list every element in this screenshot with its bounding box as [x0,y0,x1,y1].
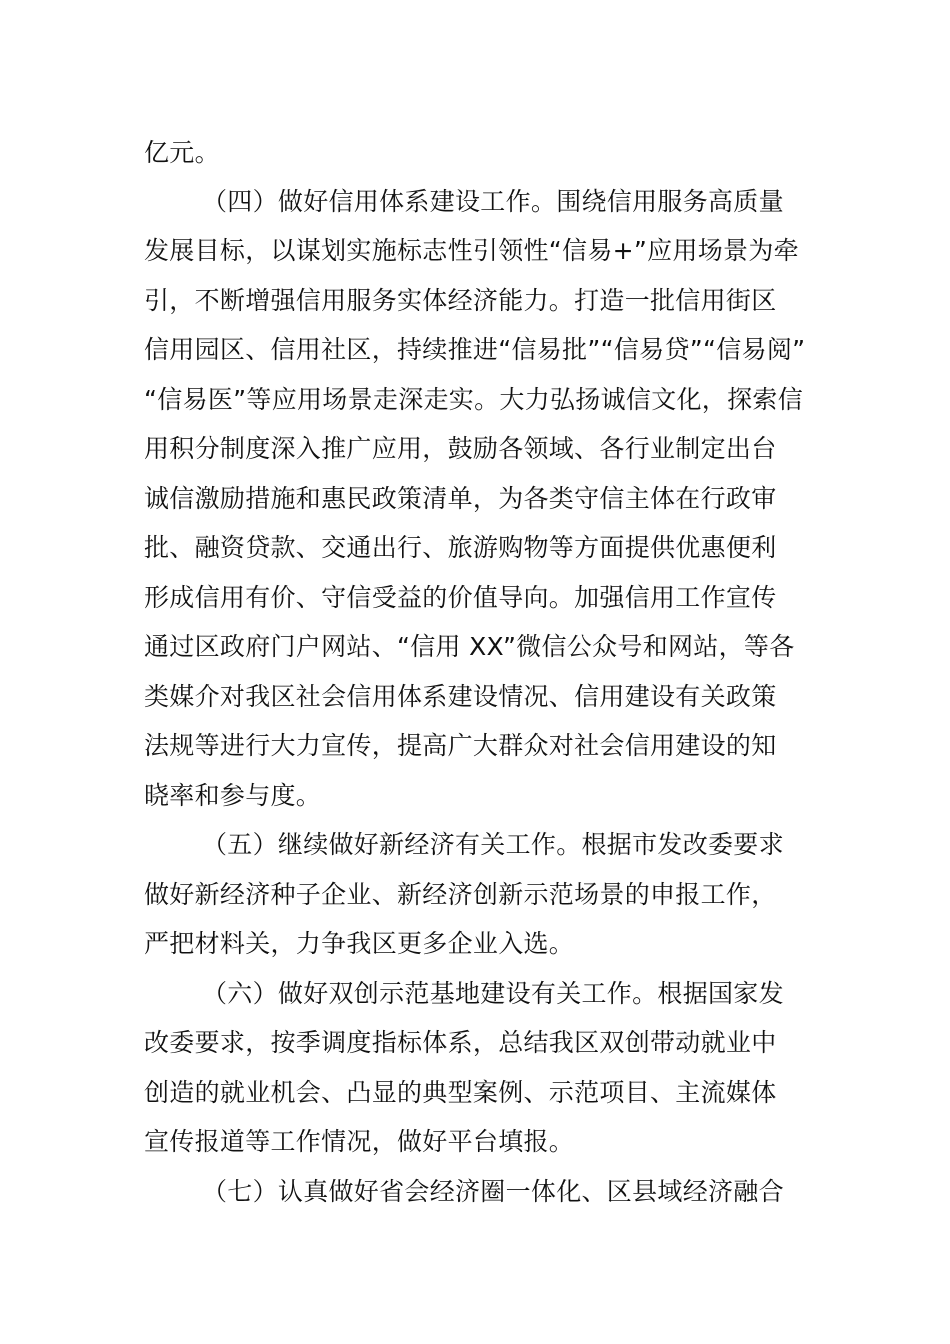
text-line: 改委要求，按季调度指标体系，总结我区双创带动就业中 [144,1028,777,1057]
text-line: 发展目标，以谋划实施标志性引领性“信易+”应用场景为牵 [144,236,799,265]
text-line: 用积分制度深入推广应用，鼓励各领域、各行业制定出台 [144,434,777,463]
text-line: 批、融资贷款、交通出行、旅游购物等方面提供优惠便利 [144,533,777,562]
text-line: 形成信用有价、守信受益的价值导向。加强信用工作宣传 [144,583,777,612]
text-line: 做好新经济种子企业、新经济创新示范场景的申报工作， [144,880,777,909]
text-line: “信易医”等应用场景走深走实。大力弘扬诚信文化，探索信 [144,385,804,414]
text-line: 通过区政府门户网站、“信用 XX”微信公众号和网站，等各 [144,632,795,661]
text-line: 类媒介对我区社会信用体系建设情况、信用建设有关政策 [144,682,777,711]
section-heading-6: （六）做好双创示范基地建设有关工作。根据国家发 [202,979,784,1008]
text-line: 严把材料关，力争我区更多企业入选。 [144,929,575,958]
section-heading-7: （七）认真做好省会经济圈一体化、区县域经济融合 [202,1177,784,1206]
text-line: 亿元。 [144,138,220,167]
text-line: 法规等进行大力宣传，提高广大群众对社会信用建设的知 [144,731,777,760]
text-line: 信用园区、信用社区，持续推进“信易批”“信易贷”“信易阅” [144,335,806,364]
text-line: 引，不断增强信用服务实体经济能力。打造一批信用街区 [144,286,777,315]
text-line: 创造的就业机会、凸显的典型案例、示范项目、主流媒体 [144,1078,777,1107]
text-line: 诚信激励措施和惠民政策清单，为各类守信主体在行政审 [144,484,777,513]
section-heading-4: （四）做好信用体系建设工作。围绕信用服务高质量 [202,187,784,216]
text-line: 宣传报道等工作情况，做好平台填报。 [144,1127,575,1156]
text-line: 晓率和参与度。 [144,781,322,810]
section-heading-5: （五）继续做好新经济有关工作。根据市发改委要求 [202,830,784,859]
